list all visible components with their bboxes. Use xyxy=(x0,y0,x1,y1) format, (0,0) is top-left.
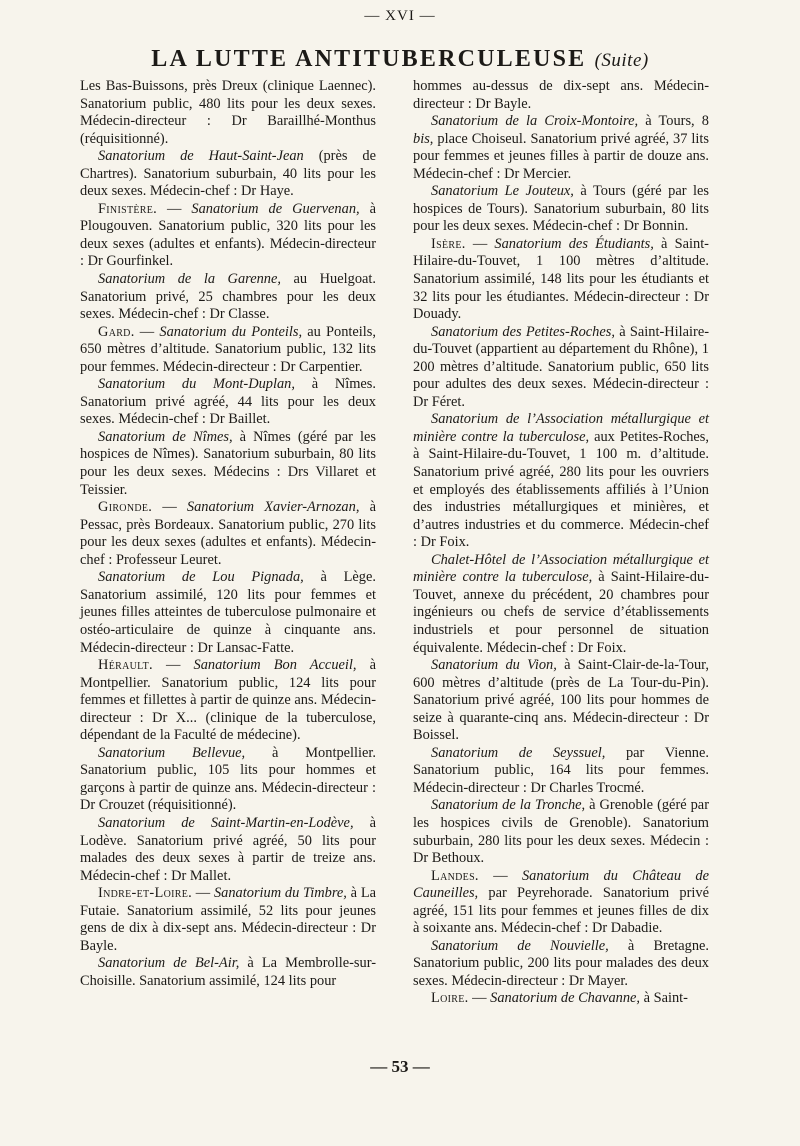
left-column xyxy=(80,78,376,990)
entry-text: — xyxy=(134,323,160,340)
institution-name: Sanatorium de Nîmes, xyxy=(98,428,233,445)
entry-text: à Nîmes (géré par les hospices de Nîmes). Sanatorium suburbain, 80 lits pour les deux sexes. Médecins : Drs Villaret et Teissier. xyxy=(80,428,376,498)
institution-name: Sanatorium du Ponteils, xyxy=(159,323,303,340)
entry-text: — xyxy=(192,885,214,902)
title-suffix: (Suite) xyxy=(594,50,649,71)
page-title xyxy=(0,46,800,73)
entry-paragraph xyxy=(413,183,709,236)
institution-name: Sanatorium de Seyssuel, xyxy=(431,744,606,761)
entry-paragraph xyxy=(413,236,709,324)
entry-text: — xyxy=(152,657,194,674)
entry-text: par Peyrehorade. Sanatorium privé agréé, 151 lits pour femmes et jeunes filles de dix à soixante ans. Médecin-chef : Dr Dabadie. xyxy=(413,885,709,937)
entry-paragraph xyxy=(413,797,709,867)
entry-paragraph xyxy=(413,324,709,412)
entry-paragraph xyxy=(80,429,376,499)
entry-text: à Nîmes. Sanatorium privé agréé, 44 lits pour les deux sexes. Médecin-chef : Dr Baillet. xyxy=(80,376,376,428)
right-column xyxy=(413,78,709,1008)
entry-text: à Bretagne. Sanatorium public, 200 lits pour malades des deux sexes. Médecin-directeur : Dr Mayer. xyxy=(413,937,709,989)
entry-text: à Tours, 8 xyxy=(638,113,710,130)
institution-name: Sanatorium de Nouvielle, xyxy=(431,937,609,954)
institution-name: Sanatorium de Lou Pignada, xyxy=(98,569,304,586)
institution-name: Sanatorium du Vion, xyxy=(431,657,557,674)
entry-paragraph xyxy=(80,815,376,885)
entry-text: (près de Chartres). Sanatorium suburbain, 40 lits pour les deux sexes. Médecin-chef : Dr Haye. xyxy=(80,148,376,200)
department-name: Indre-et-Loire. xyxy=(98,885,193,902)
entry-text: au Huelgoat. Sanatorium privé, 25 chambres pour les deux sexes. Médecin-chef : Dr Classe. xyxy=(80,271,376,323)
entry-text: à Tours (géré par les hospices de Tours). Sanatorium suburbain, 80 lits pour les deux sexes. Médecin-chef : Dr Bonnin. xyxy=(413,183,709,235)
entry-text: à La Membrolle-sur-Choisille. Sanatorium assimilé, 124 lits pour xyxy=(80,955,376,989)
department-name: Gironde. xyxy=(98,499,153,516)
entry-paragraph xyxy=(80,885,376,955)
entry-text: — xyxy=(157,200,192,217)
entry-text: à Montpellier. Sanatorium public, 105 lits pour hommes et garçons à partir de quinze ans. Médecin-directeur : Dr Crouzet (réquisitionné). xyxy=(80,744,377,814)
institution-name: Sanatorium Le Jouteux, xyxy=(431,183,574,200)
entry-text: au Ponteils, 650 mètres d’altitude. Sanatorium public, 132 lits pour femmes. Médecin-directeur : Dr Carpentier. xyxy=(80,323,376,375)
title-text: LA LUTTE ANTITUBERCULEUSE xyxy=(151,46,587,72)
institution-name: Sanatorium de l’Association métallurgique et minière contre la tuberculose, xyxy=(413,411,709,445)
entry-text: place Choiseul. Sanatorium privé agréé, 37 lits pour femmes et jeunes filles à partir de douze ans. Médecin-chef : Dr Mercier. xyxy=(413,130,709,182)
institution-name: Sanatorium de Saint-Martin-en-Lodève, xyxy=(98,814,354,831)
entry-paragraph xyxy=(413,868,709,938)
institution-name: Sanatorium du Château de Cauneilles, xyxy=(413,867,709,902)
entry-text: — xyxy=(465,235,495,252)
entry-text: Les Bas-Buissons, près Dreux (clinique Laennec). Sanatorium public, 480 lits pour les deux sexes. Médecin-directeur : Dr Baraillhé-Monthus (réquisitionné). xyxy=(80,78,376,147)
entry-text: à Plougouven. Sanatorium public, 320 lits pour les deux sexes (adultes et enfants). Médecin-directeur : Dr Gourfinkel. xyxy=(80,200,376,270)
entry-text: à Saint- xyxy=(640,990,688,1007)
entry-text: à La Futaie. Sanatorium assimilé, 52 lits pour jeunes gens de dix à dix-sept ans. Médecin-directeur : Dr Bayle. xyxy=(80,885,376,954)
department-name: Finistère. xyxy=(98,200,158,217)
entry-text: à Pessac, près Bordeaux. Sanatorium public, 270 lits pour les deux sexes (adultes et enfants). Médecin-chef : Professeur Leuret. xyxy=(80,499,376,568)
institution-name: Sanatorium des Petites-Roches, xyxy=(431,323,615,340)
entry-text: — xyxy=(468,990,491,1007)
entry-paragraph xyxy=(80,569,376,657)
entry-paragraph xyxy=(413,113,709,183)
entry-text: à Saint-Hilaire-du-Touvet (appartient au département du Rhône), 1 200 mètres d’altitude. Sanatorium public, 650 lits pour adultes des deux sexes. Médecin-directeur : Dr Féret. xyxy=(413,323,709,410)
department-name: Loire. xyxy=(431,990,469,1007)
entry-paragraph xyxy=(80,376,376,429)
institution-name: Sanatorium de Chavanne, xyxy=(490,990,641,1007)
department-name: Hérault. xyxy=(98,657,153,674)
institution-name: Sanatorium de la Garenne, xyxy=(98,271,281,288)
entry-paragraph xyxy=(413,745,709,798)
entry-paragraph xyxy=(413,411,709,551)
entry-paragraph xyxy=(80,148,376,201)
entry-text: hommes au-dessus de dix-sept ans. Médecin-directeur : Dr Bayle. xyxy=(413,78,709,112)
entry-text: à Saint-Hilaire-du-Touvet, annexe du précédent, 20 chambres pour ingénieurs ou chefs de service d’établissements industriels et pour personnel de situation équivalente. Médecin-chef : Dr Foix. xyxy=(413,569,709,656)
entry-paragraph xyxy=(80,201,376,271)
entry-paragraph xyxy=(80,745,376,815)
department-name: Gard. xyxy=(98,323,135,340)
institution-name: Sanatorium du Mont-Duplan, xyxy=(98,376,295,393)
page-number: — 53 — xyxy=(370,1057,430,1076)
roman-folio: — XVI — xyxy=(364,8,436,24)
entry-paragraph xyxy=(80,955,376,990)
entry-text: à Montpellier. Sanatorium public, 124 lits pour femmes et fillettes à partir de quinze ans. Médecin-directeur : Dr X... (clinique de la tuberculose, dépendant de la Faculté de médecine). xyxy=(80,657,376,744)
entry-text: à Grenoble (géré par les hospices civils de Grenoble). Sanatorium suburbain, 280 lits pour les deux sexes. Médecin : Dr Bethoux. xyxy=(413,797,709,867)
institution-name: Sanatorium de la Croix-Montoire, xyxy=(431,113,639,130)
department-name: Landes. xyxy=(431,867,479,884)
institution-name: Sanatorium de la Tronche, xyxy=(431,797,586,814)
entry-text: par Vienne. Sanatorium public, 164 lits pour femmes. Médecin-directeur : Dr Charles Trocmé. xyxy=(413,744,709,796)
institution-name: bis, xyxy=(413,130,434,147)
institution-name: Sanatorium de Haut-Saint-Jean xyxy=(98,148,304,165)
institution-name: Sanatorium de Guervenan, xyxy=(191,200,360,217)
institution-name: Sanatorium de Bel-Air, xyxy=(98,955,240,972)
institution-name: Sanatorium des Étudiants, xyxy=(494,235,654,252)
entry-paragraph xyxy=(80,657,376,745)
entry-text: — xyxy=(478,867,522,884)
institution-name: Sanatorium Bellevue, xyxy=(98,744,246,761)
entry-text: à Lodève. Sanatorium privé agréé, 50 lits pour malades des deux sexes à partir de treize ans. Médecin-chef : Dr Mallet. xyxy=(80,814,376,884)
entry-text: à Lège. Sanatorium assimilé, 120 lits pour femmes et jeunes filles atteintes de tuberculose pulmonaire et ostéo-articulaire de quinze à cinquante ans. Médecin-directeur : Dr Lansac-Fatte. xyxy=(80,569,376,656)
institution-name: Sanatorium Bon Accueil, xyxy=(193,657,357,674)
institution-name: Sanatorium du Timbre, xyxy=(213,885,347,902)
entry-text: aux Petites-Roches, à Saint-Hilaire-du-Touvet, 1 100 m. d’altitude. Sanatorium privé agréé, 280 lits pour les ouvriers et employés des établissements affiliés à l’Union des industries métallurgiques et minières, et d’autres industries et du commerce. Médecin-chef : Dr Foix. xyxy=(413,428,709,551)
entry-paragraph xyxy=(413,552,709,657)
department-name: Isère. xyxy=(431,235,466,252)
entry-paragraph xyxy=(413,938,709,991)
institution-name: Sanatorium Xavier-Arnozan, xyxy=(186,499,360,516)
entry-paragraph xyxy=(413,78,709,113)
entry-paragraph xyxy=(80,271,376,324)
entry-paragraph xyxy=(413,657,709,745)
entry-text: à Saint-Clair-de-la-Tour, 600 mètres d’altitude (près de La Tour-du-Pin). Sanatorium privé agréé, 100 lits pour hommes de seize à quarante-cinq ans. Médecin-directeur : Dr Boissel. xyxy=(413,657,709,744)
entry-text: à Saint-Hilaire-du-Touvet, 1 100 mètres d’altitude. Sanatorium assimilé, 148 lits pour les étudiants et 32 lits pour les étudiantes. Médecin-directeur : Dr Douady. xyxy=(413,235,709,323)
entry-paragraph xyxy=(80,78,376,148)
institution-name: Chalet-Hôtel de l’Association métallurgique et minière contre la tuberculose, xyxy=(413,551,709,586)
entry-text: — xyxy=(152,499,187,516)
entry-paragraph xyxy=(80,499,376,569)
entry-paragraph xyxy=(413,990,709,1008)
entry-paragraph xyxy=(80,324,376,377)
